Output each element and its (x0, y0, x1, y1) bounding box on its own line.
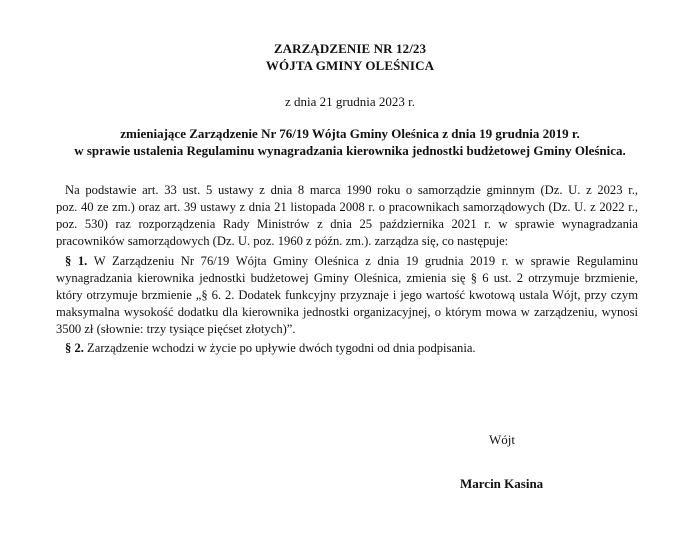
preamble-paragraph (56, 182, 638, 250)
section2-line (56, 340, 638, 357)
preamble-line: Na podstawie art. 33 ust. 5 ustawy z dnia 8 marca 1990 roku o samorządzie gminnym (Dz. U. z 2023 r., (65, 183, 638, 197)
subject-line1: zmieniające Zarządzenie Nr 76/19 Wójta Gminy Oleśnica z dnia 19 grudnia 2019 r. (120, 126, 580, 141)
section1-line: W Zarządzeniu Nr 76/19 Wójta Gminy Oleśnica z dnia 19 grudnia 2019 r. w sprawie Regulaminu (93, 254, 639, 268)
subject-line2: w sprawie ustalenia Regulaminu wynagradzania kierownika jednostki budżetowej Gminy Oleśnica. (74, 143, 626, 158)
section2-marker: § 2. (65, 341, 84, 355)
signer-role: Wójt (489, 432, 515, 447)
section1-line: wynagradzania kierownika jednostki budżetowej Gminy Oleśnica, zmienia się § 6 ust. 2 otrzymuje brzmienie, (56, 271, 638, 285)
signer-name: Marcin Kasina (460, 476, 544, 491)
section1-paragraph (56, 253, 638, 338)
document-title-line2: WÓJTA GMINY OLEŚNICA (265, 58, 435, 73)
section1-first-line (56, 253, 638, 270)
section2-text: Zarządzenie wchodzi w życie po upływie dwóch tygodni od dnia podpisania. (87, 341, 476, 355)
section2-paragraph (56, 340, 638, 357)
section1-line: który otrzymuje brzmienie „§ 6. 2. Dodatek funkcyjny przyznaje i jego wartość kwotową ustala Wójt, przy czym (56, 288, 638, 302)
section1-line: 3500 zł (słownie: trzy tysiące pięćset złotych)”. (56, 322, 296, 336)
preamble-line: poz. 530) raz rozporządzenia Rady Ministrów z dnia 25 października 2021 r. w sprawie wynagradzania (56, 217, 638, 231)
preamble-line: pracowników samorządowych (Dz. U. poz. 1960 z późn. zm.). zarządza się, co następuje: (56, 234, 509, 248)
section1-marker: § 1. (65, 254, 88, 268)
document-date: z dnia 21 grudnia 2023 r. (285, 94, 415, 109)
section1-line: maksymalna wysokość dodatku dla kierownika jednostki organizacyjnej, o którym mowa w zarządzeniu, wynosi (56, 305, 638, 319)
preamble-line: poz. 40 ze zm.) oraz art. 39 ustawy z dnia 21 listopada 2008 r. o pracownikach samorządowych (Dz. U. z 2022 r., (56, 200, 638, 214)
document-title-line1: ZARZĄDZENIE NR 12/23 (273, 41, 427, 56)
